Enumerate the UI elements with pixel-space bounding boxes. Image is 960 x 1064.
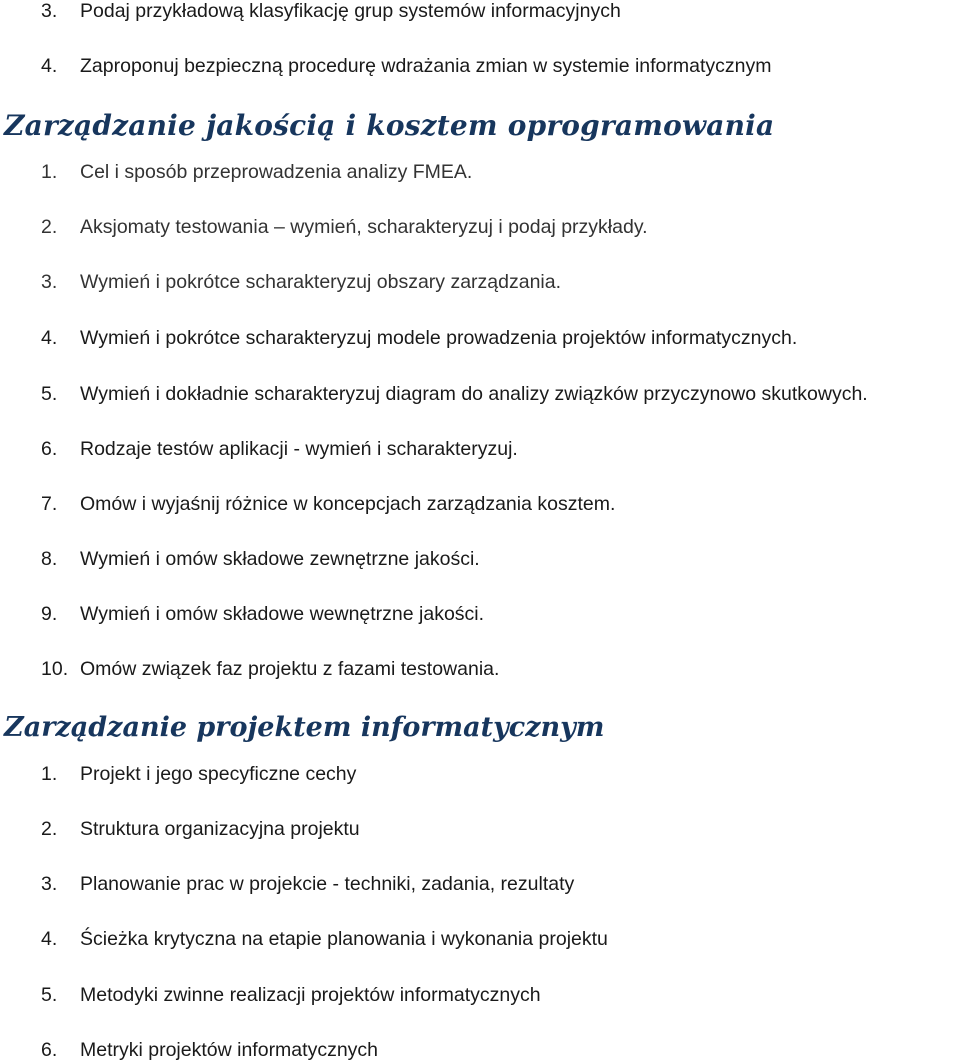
item-text: Wymień i dokładnie scharakteryzuj diagram do analizy związków przyczynowo skutkowych. [80, 383, 868, 405]
item-number: 4. [41, 55, 58, 77]
item-number: 1. [41, 161, 58, 183]
item-number: 9. [41, 603, 58, 625]
item-text: Metryki projektów informatycznych [80, 1039, 379, 1061]
item-number: 8. [41, 548, 58, 570]
item-text: Ścieżka krytyczna na etapie planowania i wykonania projektu [80, 928, 608, 950]
section-heading-project: Zarządzanie projektem informatycznym [4, 712, 605, 743]
item-number: 4. [41, 327, 58, 349]
item-number: 5. [41, 984, 58, 1006]
item-text: Struktura organizacyjna projektu [80, 818, 360, 840]
item-text: Omów związek faz projektu z fazami testowania. [80, 658, 500, 680]
item-text: Rodzaje testów aplikacji - wymień i scharakteryzuj. [80, 438, 518, 460]
item-number: 2. [41, 818, 58, 840]
item-number: 6. [41, 438, 58, 460]
item-number: 7. [41, 493, 58, 515]
item-text: Wymień i omów składowe wewnętrzne jakości. [80, 603, 485, 625]
item-text: Wymień i pokrótce scharakteryzuj obszary zarządzania. [80, 271, 562, 293]
item-text: Zaproponuj bezpieczną procedurę wdrażania zmian w systemie informatycznym [80, 55, 772, 77]
section-heading-quality: Zarządzanie jakością i kosztem oprogramowania [4, 109, 775, 142]
item-text: Projekt i jego specyficzne cechy [80, 763, 357, 785]
item-number: 3. [41, 271, 58, 293]
item-text: Aksjomaty testowania – wymień, scharakteryzuj i podaj przykłady. [80, 216, 648, 238]
item-number: 3. [41, 873, 58, 895]
item-text: Cel i sposób przeprowadzenia analizy FMEA. [80, 161, 473, 183]
item-number: 4. [41, 928, 58, 950]
item-text: Planowanie prac w projekcie - techniki, zadania, rezultaty [80, 873, 575, 895]
item-number: 1. [41, 763, 58, 785]
item-text: Podaj przykładową klasyfikację grup systemów informacyjnych [80, 0, 621, 22]
item-number: 10. [41, 658, 69, 680]
item-text: Omów i wyjaśnij różnice w koncepcjach zarządzania kosztem. [80, 493, 616, 515]
item-number: 2. [41, 216, 58, 238]
item-text: Metodyki zwinne realizacji projektów informatycznych [80, 984, 541, 1006]
item-number: 6. [41, 1039, 58, 1061]
item-number: 3. [41, 0, 58, 22]
item-number: 5. [41, 383, 58, 405]
item-text: Wymień i omów składowe zewnętrzne jakości. [80, 548, 480, 570]
item-text: Wymień i pokrótce scharakteryzuj modele prowadzenia projektów informatycznych. [80, 327, 798, 349]
